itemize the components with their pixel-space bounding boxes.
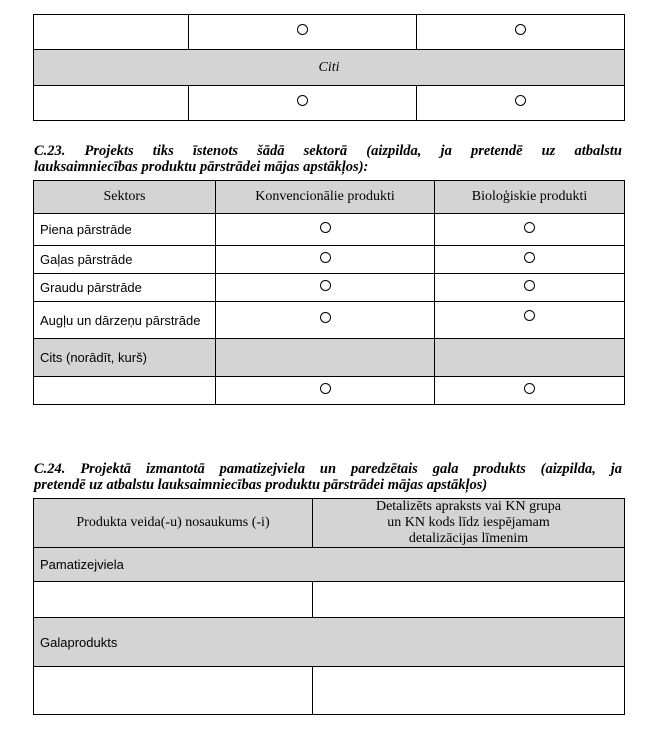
header-conventional: Konvencionālie produkti xyxy=(216,181,435,214)
radio-conventional[interactable] xyxy=(320,312,331,323)
c24-product-table xyxy=(33,498,625,715)
top-sector-table xyxy=(33,14,625,121)
final-product-name-input[interactable] xyxy=(34,667,313,715)
section-final-product: Galaprodukts xyxy=(34,618,625,667)
sector-label: Graudu pārstrāde xyxy=(34,274,216,302)
table-header-row xyxy=(34,181,625,214)
table-row xyxy=(34,339,625,377)
radio-organic[interactable] xyxy=(524,383,535,394)
radio-organic[interactable] xyxy=(524,252,535,263)
table-row xyxy=(34,667,625,715)
table-row xyxy=(34,377,625,405)
radio-conventional[interactable] xyxy=(297,95,308,106)
table-row xyxy=(34,302,625,339)
table-row xyxy=(34,274,625,302)
radio-organic[interactable] xyxy=(524,310,535,321)
table-header-row xyxy=(34,499,625,548)
table-row xyxy=(34,246,625,274)
other-sector-label: Cits (norādīt, kurš) xyxy=(34,339,216,377)
c23-sector-table xyxy=(33,180,625,405)
sector-label: Augļu un dārzeņu pārstrāde xyxy=(34,302,216,339)
header-sector: Sektors xyxy=(34,181,216,214)
header-organic: Bioloģiskie produkti xyxy=(435,181,625,214)
header-product-name: Produkta veida(-u) nosaukums (-i) xyxy=(34,499,313,548)
radio-organic[interactable] xyxy=(524,280,535,291)
sector-cell[interactable] xyxy=(34,86,189,121)
raw-material-name-input[interactable] xyxy=(34,582,313,618)
table-row xyxy=(34,86,625,121)
table-row xyxy=(34,582,625,618)
radio-conventional[interactable] xyxy=(320,252,331,263)
radio-organic[interactable] xyxy=(524,222,535,233)
table-row xyxy=(34,15,625,50)
table-section-row xyxy=(34,548,625,582)
table-section-row xyxy=(34,618,625,667)
final-product-description-input[interactable] xyxy=(313,667,625,715)
table-row xyxy=(34,214,625,246)
category-label: Citi xyxy=(34,50,625,86)
sector-label: Gaļas pārstrāde xyxy=(34,246,216,274)
table-row xyxy=(34,50,625,86)
sector-label: Piena pārstrāde xyxy=(34,214,216,246)
radio-organic[interactable] xyxy=(515,24,526,35)
raw-material-description-input[interactable] xyxy=(313,582,625,618)
radio-conventional[interactable] xyxy=(320,222,331,233)
section-raw-material: Pamatizejviela xyxy=(34,548,625,582)
radio-organic[interactable] xyxy=(515,95,526,106)
header-description: Detalizēts apraksts vai KN grupa un KN kods līdz iespējamam detalizācijas līmenim xyxy=(313,499,625,548)
radio-conventional[interactable] xyxy=(320,383,331,394)
radio-conventional[interactable] xyxy=(297,24,308,35)
c23-heading: C.23. Projekts tiks īstenots šādā sektorā (aizpilda, ja pretendē uz atbalstu lauksaimniecības produktu pārstrādei mājas apstākļos): xyxy=(34,143,622,175)
other-sector-input[interactable] xyxy=(34,377,216,405)
c24-heading: C.24. Projektā izmantotā pamatizejviela un paredzētais gala produkts (aizpilda, ja pretendē uz atbalstu lauksaimniecības produktu pārstrādei mājas apstākļos) xyxy=(34,461,622,493)
radio-conventional[interactable] xyxy=(320,280,331,291)
sector-cell[interactable] xyxy=(34,15,189,50)
